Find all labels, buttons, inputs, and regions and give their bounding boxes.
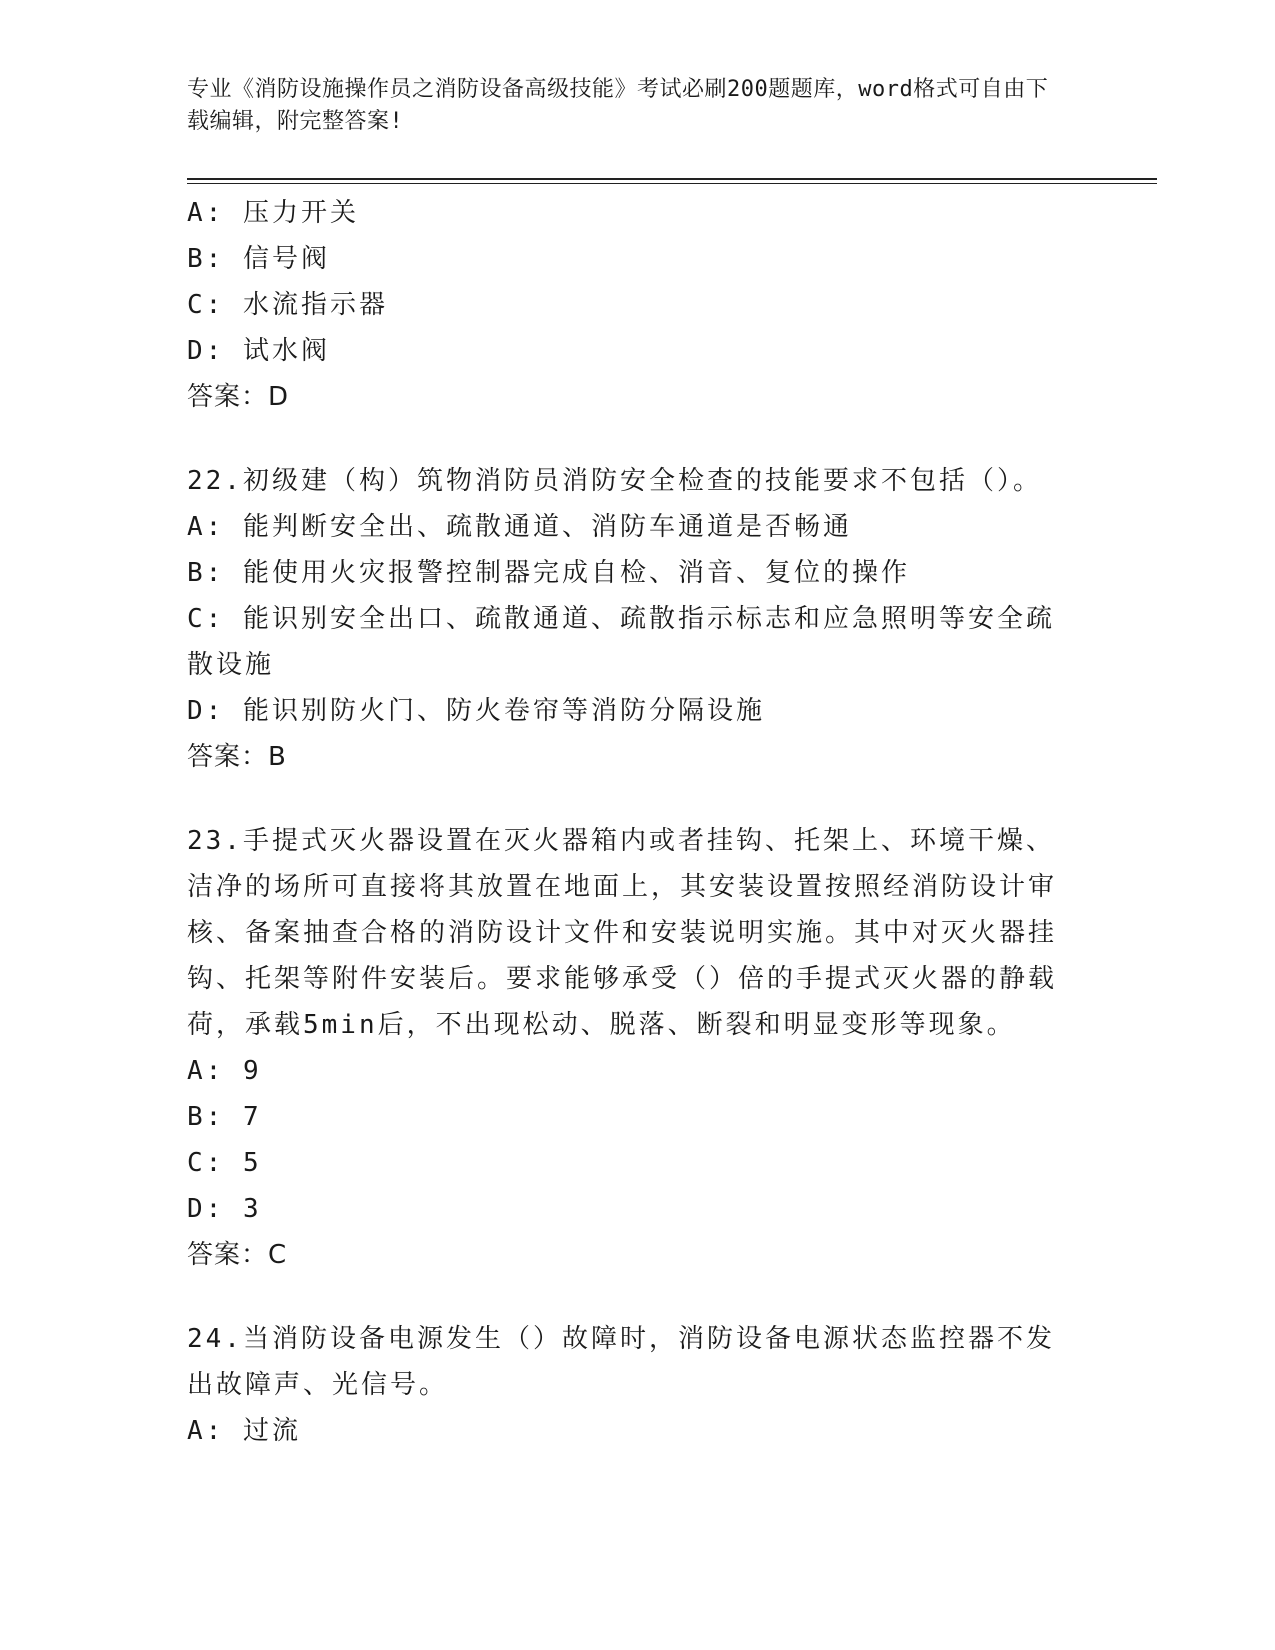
option-d: D: 3 <box>187 1194 262 1224</box>
answer: 答案：D <box>187 382 290 412</box>
document-title: 专业《消防设施操作员之消防设备高级技能》考试必刷200题题库，word格式可自由下载编辑，附完整答案! <box>187 77 1049 134</box>
option-c: C: 能识别安全出口、疏散通道、疏散指示标志和应急照明等安全疏散设施 <box>187 604 1055 680</box>
option-c: C: 5 <box>187 1148 262 1178</box>
option-b: B: 能使用火灾报警控制器完成自检、消音、复位的操作 <box>187 558 910 588</box>
option-b: B: 信号阀 <box>187 244 330 274</box>
question-23 <box>187 818 1077 1278</box>
option-a: A: 能判断安全出、疏散通道、消防车通道是否畅通 <box>187 512 852 542</box>
question-stem: 24.当消防设备电源发生（）故障时，消防设备电源状态监控器不发出故障声、光信号。 <box>187 1324 1055 1400</box>
question-21-continued <box>187 190 1077 420</box>
header-divider-thin <box>187 183 1157 184</box>
question-stem: 22.初级建（构）筑物消防员消防安全检查的技能要求不包括（）。 <box>187 466 1042 496</box>
answer: 答案：B <box>187 742 287 772</box>
option-c: C: 水流指示器 <box>187 290 388 320</box>
document-header <box>187 74 1067 138</box>
option-d: D: 能识别防火门、防火卷帘等消防分隔设施 <box>187 696 765 726</box>
option-a: A: 9 <box>187 1056 262 1086</box>
option-a: A: 过流 <box>187 1416 301 1446</box>
answer: 答案：C <box>187 1240 288 1270</box>
header-divider-thick <box>187 178 1157 180</box>
question-stem: 23.手提式灭火器设置在灭火器箱内或者挂钩、托架上、环境干燥、洁净的场所可直接将其放置在地面上，其安装设置按照经消防设计审核、备案抽查合格的消防设计文件和安装说明实施。其中对灭火器挂钩、托架等附件安装后。要求能够承受（）倍的手提式灭火器的静载荷，承载5min后，不出现松动、脱落、断裂和明显变形等现象。 <box>187 826 1058 1040</box>
option-d: D: 试水阀 <box>187 336 330 366</box>
option-a: A: 压力开关 <box>187 198 359 228</box>
question-24 <box>187 1316 1077 1454</box>
question-list <box>187 190 1077 1492</box>
option-b: B: 7 <box>187 1102 262 1132</box>
question-22 <box>187 458 1077 780</box>
